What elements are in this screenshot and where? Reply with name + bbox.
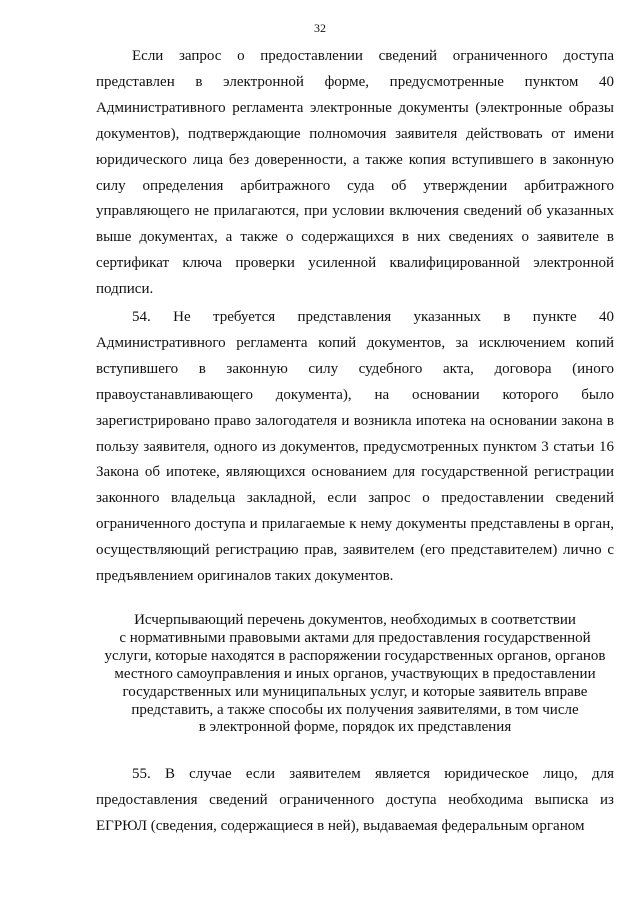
heading-line: представить, а также способы их получения заявителями, в том числе — [131, 701, 579, 718]
paragraph-55: 55. В случае если заявителем является юридическое лицо, для предоставления сведений ограниченного доступа необходима выписка из ЕГРЮЛ (сведения, содержащиеся в ней), выдаваемая федеральным органом — [96, 766, 614, 834]
heading-line: Исчерпывающий перечень документов, необходимых в соответствии — [134, 612, 576, 628]
paragraph-54: 54. Не требуется представления указанных в пункте 40 Административного регламента копий документов, за исключением копий вступившего в законную силу судебного акта, договора (иного правоустанавливающего документа), на основании которого было зарегистрировано право залогодателя и возникла ипотека на основании закона в пользу заявителя, одного из документов, предусмотренных пунктом 3 статьи 16 Закона об ипотеке, являющихся основанием для государственной регистрации законного владельца закладной, если запрос о предоставлении сведений ограниченного доступа и прилагаемые к нему документы представлены в орган, осуществляющий регистрацию прав, заявителем (его представителем) лично с предъявлением оригиналов таких документов. — [96, 309, 614, 585]
paragraph-block-1 — [96, 44, 614, 303]
paragraph-block-2 — [96, 305, 614, 590]
heading-line: в электронной форме, порядок их представления — [198, 719, 512, 736]
page-number: 32 — [314, 21, 326, 35]
paragraph-restricted-info-electronic: Если запрос о предоставлении сведений ограниченного доступа представлен в электронной форме, предусмотренные пунктом 40 Административного регламента электронные документы (электронные образы документов), подтверждающие полномочия заявителя действовать от имени юридического лица без доверенности, а также копия вступившего в законную силу определения арбитражного суда об утверждении арбитражного управляющего не прилагаются, при условии включения сведений об указанных выше документах, а также о содержащихся в них сведениях о заявителе в сертификат ключа проверки усиленной квалифицированной электронной подписи. — [96, 48, 614, 298]
heading-line: услуги, которые находятся в распоряжении государственных органов, органов — [104, 647, 606, 664]
heading-line: с нормативными правовыми актами для предоставления государственной — [119, 629, 591, 646]
heading-line: местного самоуправления и иных органов, участвующих в предоставлении — [114, 665, 596, 682]
heading-line: государственных или муниципальных услуг, и которые заявитель вправе — [122, 683, 588, 700]
section-heading — [96, 612, 614, 737]
paragraph-block-3 — [96, 762, 614, 840]
